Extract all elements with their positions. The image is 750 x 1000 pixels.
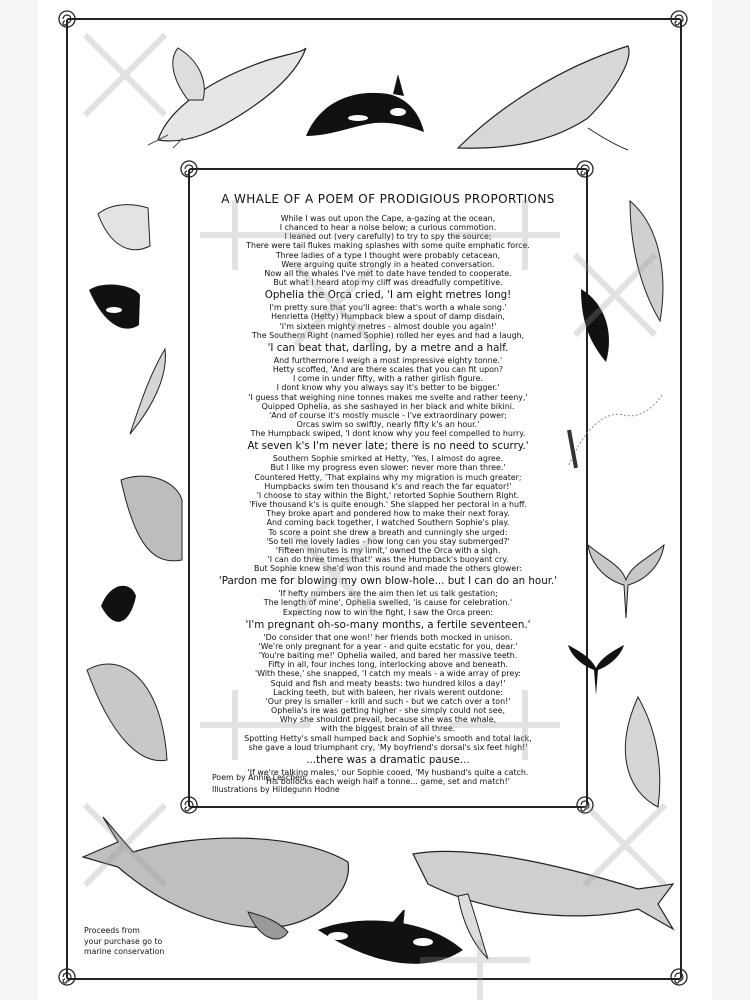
orca-diving-illustration [84,280,144,340]
poem-line: Now all the whales I've met to date have tended to cooperate. [264,268,512,278]
spiral-ornament-icon [56,966,78,988]
poem-line: I dont know why you always say it's better to be bigger.' [276,383,500,393]
poem-line: Were arguing quite strongly in a heated conversation. [281,259,495,269]
humpback-tail-illustration [82,650,172,770]
poem-line: 'If hefty numbers are the aim then let us talk gestation; [278,589,498,599]
left-margin [0,0,38,1000]
poem-line: While I was out upon the Cape, a-gazing at the ocean, [280,214,496,223]
poem-highlight-line: ...there was a dramatic pause... [306,753,470,766]
poem-line: Lacking teeth, but with baleen, her rivals werent outdone: [273,687,503,697]
poem-line: 'I choose to stay within the Bight,' retorted Sophie Southern Right. [256,490,520,500]
humpback-fluke-illustration [586,540,666,620]
poem-line: Southern Sophie smirked at Hetty, 'Yes, I almost do agree. [272,454,504,464]
poem-line: 'With these,' she snapped, 'I catch my meals - a wide array of prey: [255,669,521,679]
humpback-head-illustration [438,38,638,153]
poem-line: Spotting Hetty's small humped back and Sophie's smooth and total lack, [244,733,532,743]
poem-line: 'So tell me lovely ladies - how long can you stay submerged?' [266,536,510,546]
humpback-swimming-illustration [408,834,678,964]
poem-highlight-line: 'Pardon me for blowing my own blow-hole... but I can do an hour.' [218,575,558,588]
poem-line: But Sophie knew she'd won this round and made the others glower: [253,564,522,574]
poem-author: Poem by Annie Leschen [212,773,305,782]
orca-tail-illustration [96,576,141,636]
poem-line: The Humpback swiped, 'I dont know why you feel compelled to hurry. [250,429,526,439]
orca-leaping-illustration [298,66,428,146]
poem-line: And coming back together, I watched Southern Sophie's play. [266,518,510,528]
poem-line: The length of mine', Ophelia swelled, 'is cause for celebration.' [263,598,513,608]
poem-line: But what I heard atop my cliff was dreadfully competitive. [273,278,503,288]
poem-line: 'Five thousand k's is quite enough.' She slapped her pectoral in a huff. [249,500,527,510]
right-margin [712,0,750,1000]
poem-line: Three ladies of a type I thought were probably cetacean, [275,250,501,260]
poem-line: 'Fifteen minutes is my limit,' owned the Orca with a sigh. [275,545,501,555]
poem-line: They broke apart and pondered how to make their next foray. [266,509,510,519]
spiral-ornament-icon [178,158,200,180]
pectoral-fin-illustration [120,344,170,439]
humpback-fin-illustration [620,196,670,326]
conservation-note [84,926,164,958]
poem-line: 'We're only pregnant for a year - and quite ecstatic for you, dear.' [258,641,518,651]
poem-line: 'Our prey is smaller - krill and such - but we catch over a ton!' [265,696,511,706]
poem-title: A WHALE OF A POEM OF PRODIGIOUS PROPORTIONS [221,192,555,206]
right-whale-surfacing-illustration [116,470,186,570]
poem-line: Humpbacks swim ten thousand k's and reach the far equator!' [264,481,512,491]
poem-line: Orcas swim so swiftly, nearly fifty k's an hour.' [296,419,480,429]
poem-line: Expecting now to win the fight, I saw the Orca preen: [282,607,494,617]
poster [38,0,712,1000]
poem-line: 'I guess that weighing nine tonnes makes me svelte and rather teeny,' [248,392,528,402]
poem-line: I'm pretty sure that you'll agree: that's worth a whale song.' [269,303,507,313]
poem-line: The Southern Right (named Sophie) rolled her eyes and had a laugh, [251,330,525,340]
spiral-ornament-icon [56,8,78,30]
credits [212,772,340,796]
poem-line: Why she shouldnt prevail, because she was the whale, [279,715,497,725]
poem-line: His bollocks each weigh half a tonne... game, set and match!' [266,776,510,786]
poem-line: I come in under fifty, with a rather girlish figure. [293,374,483,384]
poem-line: 'And of course it's mostly muscle - I've extraordinary power; [269,410,507,420]
poem-line: 'If we're talking males,' our Sophie cooed, 'My husband's quite a catch. [247,767,529,777]
breaching-humpback-illustration [128,40,308,150]
poem-line: I leaned out (very carefully) to try to spy the source; [284,232,492,242]
poem-line: she gave a loud triumphant cry, 'My boyfriend's dorsal's six feet high!' [248,742,528,752]
poem-line: 'Do consider that one won!' her friends both mocked in unison. [263,632,513,642]
poem-line: 'You're baiting me!' Ophelia wailed, and bared her massive teeth. [258,651,518,661]
poem-line: Countered Hetty, 'That explains why my migration is much greater; [254,472,522,482]
right-whale-head-illustration [90,196,160,266]
poem-line: And furthermore I weigh a most impressive eighty tonne.' [273,355,503,365]
poem-line: Squid and fish and meaty beasts: two hundred kilos a day!' [270,678,506,688]
illustrator: Illustrations by Hildegunn Hodne [212,785,340,794]
poem-line: To score a point she drew a breath and cunningly she urged: [268,527,508,537]
humpback-fin-lower-illustration [598,692,668,812]
poem-line: Fifty in all, four inches long, interlocking above and beneath. [268,660,508,670]
poem-highlight-line: 'I'm pregnant oh-so-many months, a fertile seventeen.' [245,618,531,631]
poem-line: Hetty scoffed, 'And are there scales that you can fit upon? [272,365,504,375]
poem-line: Ophelia's ire was getting higher - she simply could not see, [270,706,506,716]
poem-line: 'I can do three times that!' was the Humpback's buoyant cry. [267,555,509,564]
poem-line: I chanced to hear a noise below; a curious commotion. [279,223,497,233]
note-line: marine conservation [84,947,165,956]
poem-line: But I like my progress even slower: never more than three.' [270,463,506,473]
spiral-ornament-icon [668,8,690,30]
spiral-ornament-icon [574,158,596,180]
poem-highlight-line: Ophelia the Orca cried, 'I am eight metres long! [264,289,512,302]
poem-line: There were tail flukes making splashes with some quite emphatic force. [246,241,530,251]
poem-highlight-line: At seven k's I'm never late; there is no need to scurry.' [247,440,529,453]
poem-highlight-line: 'I can beat that, darling, by a metre and a half. [267,341,509,354]
poem-body [194,214,582,786]
orca-side-illustration [576,284,616,364]
poem-line: with the biggest brain of all three. [320,724,456,734]
spiral-ornament-icon [574,794,596,816]
note-line: Proceeds from [84,926,140,935]
poem-line: 'I'm sixteen mighty metres - almost double you again!' [279,321,497,331]
note-line: your purchase go to [84,936,163,946]
spiral-ornament-icon [668,966,690,988]
poem-line: Quipped Ophelia, as she sashayed in her black and white bikini. [261,401,515,411]
poem-line: Henrietta (Hetty) Humpback blew a spout of damp disdain, [271,312,505,322]
